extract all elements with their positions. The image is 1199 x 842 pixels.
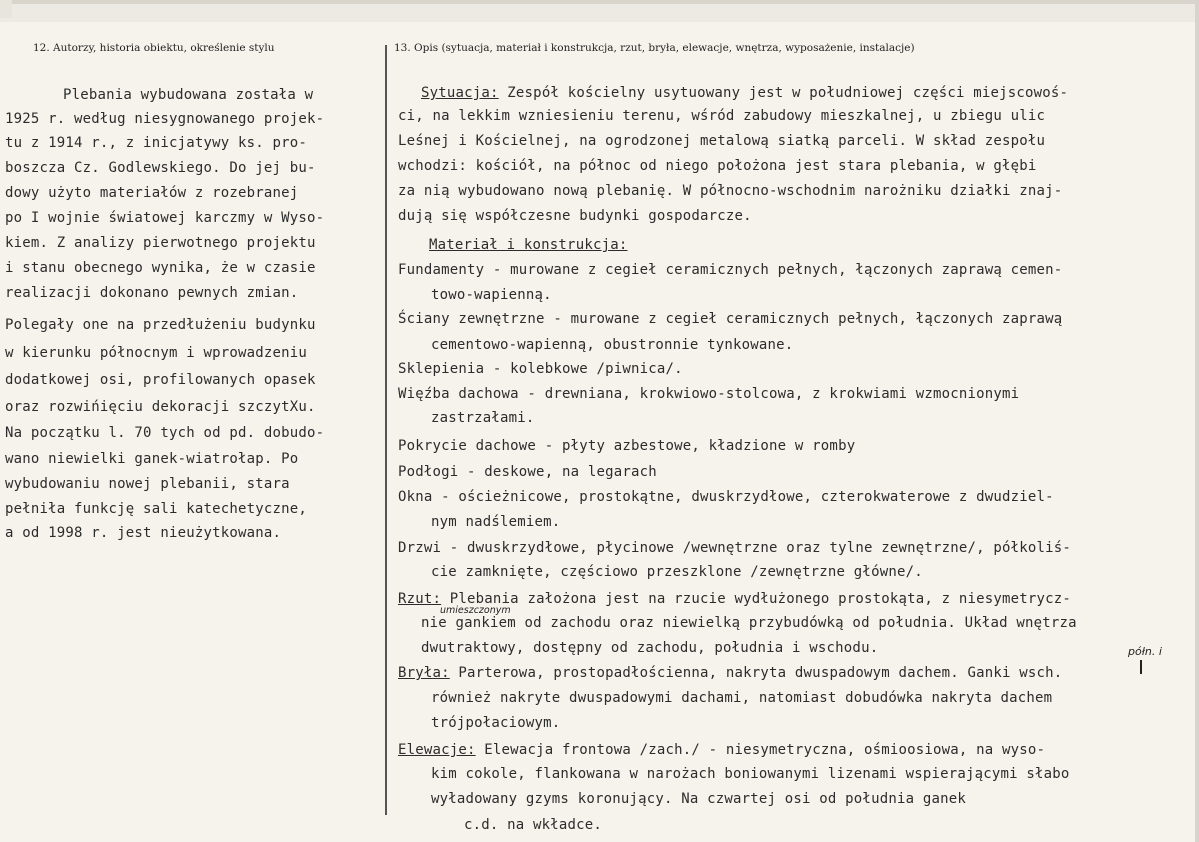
- fundamenty-line: towo-wapienną.: [431, 287, 552, 303]
- rzut-line: Rzut: Plebania założona jest na rzucie wydłużonego prostokąta, z niesymetrycz-: [398, 591, 1072, 607]
- drzwi-line: Drzwi - dwuskrzydłowe, płycinowe /wewnętrzne oraz tylne zewnętrzne/, półkoliś-: [398, 540, 1072, 556]
- material-heading: Materiał i konstrukcja:: [429, 237, 628, 253]
- fundamenty-line: Fundamenty - murowane z cegieł ceramicznych pełnych, łączonych zaprawą cemen-: [398, 262, 1063, 278]
- sytuacja-line: wchodzi: kościół, na północ od niego położona jest stara plebania, w głębi: [398, 158, 1037, 174]
- left-line: i stanu obecnego wynika, że w czasie: [5, 260, 316, 276]
- sytuacja-line: za nią wybudowano nową plebanię. W północno-wschodnim narożniku działki znaj-: [398, 183, 1063, 199]
- left-line: po I wojnie światowej karczmy w Wyso-: [5, 210, 325, 226]
- card-right-edge: [1195, 0, 1199, 842]
- bryla-line: również nakryte dwuspadowymi dachami, natomiast dobudówka nakryta dachem: [431, 690, 1053, 706]
- elewacje-line: kim cokole, flankowana w narożach boniowanymi lizenami wspierającymi słabo: [431, 766, 1070, 782]
- sciany-line: Ściany zewnętrzne - murowane z cegieł ceramicznych pełnych, łączonych zaprawą: [398, 311, 1063, 327]
- column-divider: [385, 45, 387, 815]
- pokrycie-line: Pokrycie dachowe - płyty azbestowe, kładzione w romby: [398, 438, 856, 454]
- right-column-header: 13. Opis (sytuacja, materiał i konstrukcja, rzut, bryła, elewacje, wnętrza, wyposażenie, instalacje): [394, 42, 915, 54]
- left-line: a od 1998 r. jest nieużytkowana.: [5, 525, 282, 541]
- sytuacja-line: ci, na lekkim wzniesieniu terenu, wśród zabudowy mieszkalnej, u zbiegu ulic: [398, 108, 1046, 124]
- left-line: boszcza Cz. Godlewskiego. Do jej bu-: [5, 160, 316, 176]
- wiezba-line: Więźba dachowa - drewniana, krokwiowo-stolcowa, z krokwiami wzmocnionymi: [398, 386, 1020, 402]
- drzwi-line: cie zamknięte, częściowo przeszklone /zewnętrzne główne/.: [431, 564, 923, 580]
- handwritten-insertion: umieszczonym: [440, 605, 511, 616]
- sytuacja-line: Leśnej i Kościelnej, na ogrodzonej metalową siatką parceli. W skład zespołu: [398, 133, 1046, 149]
- rzut-line: dwutraktowy, dostępny od zachodu, południa i wschodu.: [421, 640, 879, 656]
- left-column-header: 12. Autorzy, historia obiektu, określenie stylu: [33, 42, 275, 54]
- left-line: tu z 1914 r., z inicjatywy ks. pro-: [5, 135, 308, 151]
- card-top-edge: [0, 0, 1199, 4]
- sciany-line: cementowo-wapienną, obustronnie tynkowane.: [431, 337, 794, 353]
- sytuacja-line: Sytuacja: Zespół kościelny usytuowany jest w południowej części miejscowoś-: [421, 85, 1069, 101]
- continuation-note: c.d. na wkładce.: [464, 817, 603, 833]
- elewacje-line: wyładowany gzyms koronujący. Na czwartej osi od południa ganek: [431, 791, 966, 807]
- okna-line: nym nadślemiem.: [431, 514, 561, 530]
- left-line: wybudowaniu nowej plebanii, stara: [5, 476, 290, 492]
- rzut-line: nie gankiem od zachodu oraz niewielką przybudówką od południa. Układ wnętrza: [421, 615, 1077, 631]
- bryla-label: Bryła:: [398, 665, 450, 681]
- elewacje-label: Elewacje:: [398, 742, 476, 758]
- left-line: Polegały one na przedłużeniu budynku: [5, 317, 316, 333]
- podlogi-line: Podłogi - deskowe, na legarach: [398, 464, 657, 480]
- left-line: kiem. Z analizy pierwotnego projektu: [5, 235, 316, 251]
- left-line: Plebania wybudowana została w: [63, 87, 314, 103]
- handwritten-insertion: półn. i: [1128, 645, 1162, 658]
- left-line: dowy użyto materiałów z rozebranej: [5, 185, 299, 201]
- left-line: wano niewielki ganek-wiatrołap. Po: [5, 451, 299, 467]
- left-line: Na początku l. 70 tych od pd. dobudo-: [5, 425, 325, 441]
- sklepienia-line: Sklepienia - kolebkowe /piwnica/.: [398, 361, 683, 377]
- elewacje-line: Elewacje: Elewacja frontowa /zach./ - niesymetryczna, ośmioosiowa, na wyso-: [398, 742, 1046, 758]
- wiezba-line: zastrzałami.: [431, 410, 535, 426]
- left-line: 1925 r. według niesygnowanego projek-: [5, 111, 325, 127]
- left-line: pełniła funkcję sali katechetyczne,: [5, 501, 308, 517]
- sytuacja-line: dują się współczesne budynki gospodarcze.: [398, 208, 752, 224]
- bryla-line: Bryła: Parterowa, prostopadłościenna, nakryta dwuspadowym dachem. Ganki wsch.: [398, 665, 1063, 681]
- left-line: w kierunku północnym i wprowadzeniu: [5, 345, 308, 361]
- bryla-line: trójpołaciowym.: [431, 715, 561, 731]
- left-line: oraz rozwińięciu dekoracji szczytXu.: [5, 399, 316, 415]
- left-line: realizacji dokonano pewnych zmian.: [5, 285, 299, 301]
- rzut-label: Rzut:: [398, 591, 442, 607]
- sytuacja-label: Sytuacja:: [421, 85, 499, 101]
- card-corner: [0, 0, 12, 18]
- insertion-mark: [1140, 660, 1142, 674]
- left-line: dodatkowej osi, profilowanych opasek: [5, 372, 316, 388]
- okna-line: Okna - ościeżnicowe, prostokątne, dwuskrzydłowe, czterokwaterowe z dwudziel-: [398, 489, 1054, 505]
